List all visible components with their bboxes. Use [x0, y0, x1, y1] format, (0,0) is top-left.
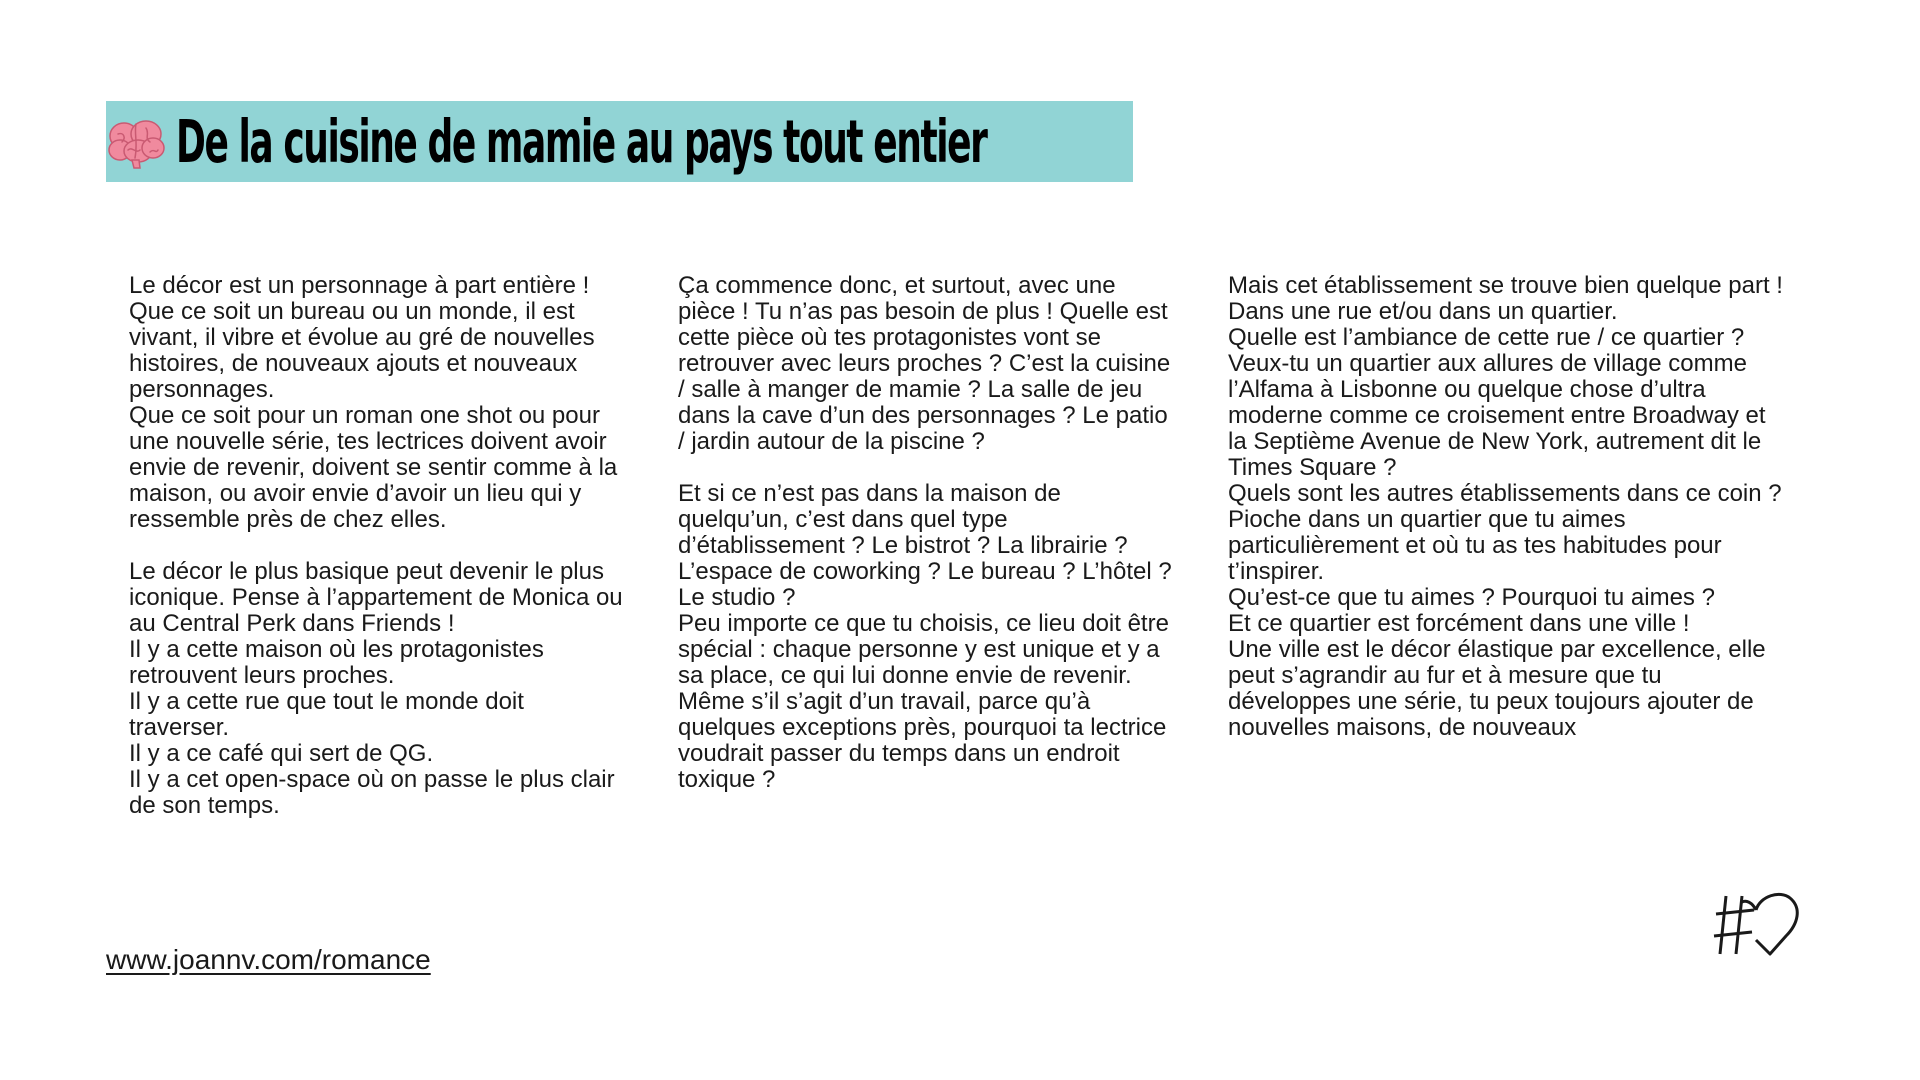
brain-icon — [106, 114, 166, 170]
hashtag-heart-logo-icon — [1712, 888, 1808, 960]
paragraph: Et si ce n’est pas dans la maison de quelqu’un, c’est dans quel type d’établissement ? Le bistrot ? La librairie ? L’espace de coworking ? Le bureau ? L’hôtel ? Le studio ? — [678, 480, 1172, 611]
paragraph: Une ville est le décor élastique par excellence, elle peut s’agrandir au fur et à mesure que tu développes une série, tu peux toujours ajouter de nouvelles maisons, de nouveaux — [1228, 636, 1766, 741]
paragraph: Il y a cet open-space où on passe le plus clair de son temps. — [129, 766, 615, 819]
paragraph: Le décor le plus basique peut devenir le plus iconique. Pense à l’appartement de Monica ou au Central Perk dans Friends ! — [129, 558, 623, 637]
paragraph: Il y a cette maison où les protagonistes retrouvent leurs proches. — [129, 636, 544, 689]
title-bar — [106, 101, 1133, 182]
page-title: De la cuisine de mamie au pays tout entier — [176, 107, 987, 176]
paragraph: Mais cet établissement se trouve bien quelque part ! — [1228, 272, 1783, 299]
paragraph: Quels sont les autres établissements dans ce coin ? Pioche dans un quartier que tu aimes particulièrement et où tu as tes habitudes pour t’inspirer. — [1228, 480, 1782, 585]
paragraph-gap — [678, 455, 1178, 481]
paragraph: Quelle est l’ambiance de cette rue / ce quartier ? Veux-tu un quartier aux allures de village comme l’Alfama à Lisbonne ou quelque chose d’ultra moderne comme ce croisement entre Broadway et la Septième Avenue de New York, autrement dit le Times Square ? — [1228, 324, 1766, 481]
paragraph: Il y a ce café qui sert de QG. — [129, 740, 434, 767]
paragraph: Que ce soit un bureau ou un monde, il est vivant, il vibre et évolue au gré de nouvelles histoires, de nouveaux ajouts et nouveaux personnages. — [129, 298, 595, 403]
text-column-3 — [1228, 273, 1788, 741]
text-column-1 — [129, 273, 629, 819]
text-column-2 — [678, 273, 1178, 793]
website-link[interactable]: www.joannv.com/romance — [106, 944, 431, 975]
paragraph: Dans une rue et/ou dans un quartier. — [1228, 298, 1618, 325]
paragraph: Que ce soit pour un roman one shot ou pour une nouvelle série, tes lectrices doivent avoir envie de revenir, doivent se sentir comme à la maison, ou avoir envie d’avoir un lieu qui y ressemble près de chez elles. — [129, 402, 618, 533]
paragraph: Le décor est un personnage à part entière ! — [129, 272, 590, 299]
paragraph: Qu’est-ce que tu aimes ? Pourquoi tu aimes ? — [1228, 584, 1715, 611]
paragraph: Peu importe ce que tu choisis, ce lieu doit être spécial : chaque personne y est unique et y a sa place, ce qui lui donne envie de revenir. — [678, 610, 1169, 689]
paragraph: Même s’il s’agit d’un travail, parce qu’à quelques exceptions près, pourquoi ta lectrice voudrait passer du temps dans un endroit toxique ? — [678, 688, 1167, 793]
paragraph: Ça commence donc, et surtout, avec une pièce ! Tu n’as pas besoin de plus ! Quelle est cette pièce où tes protagonistes vont se retrouver avec leurs proches ? C’est la cuisine / salle à manger de mamie ? La salle de jeu dans la cave d’un des personnages ? Le patio / jardin autour de la piscine ? — [678, 272, 1171, 455]
paragraph: Et ce quartier est forcément dans une ville ! — [1228, 610, 1690, 637]
paragraph: Il y a cette rue que tout le monde doit traverser. — [129, 688, 524, 741]
paragraph-gap — [129, 533, 629, 559]
